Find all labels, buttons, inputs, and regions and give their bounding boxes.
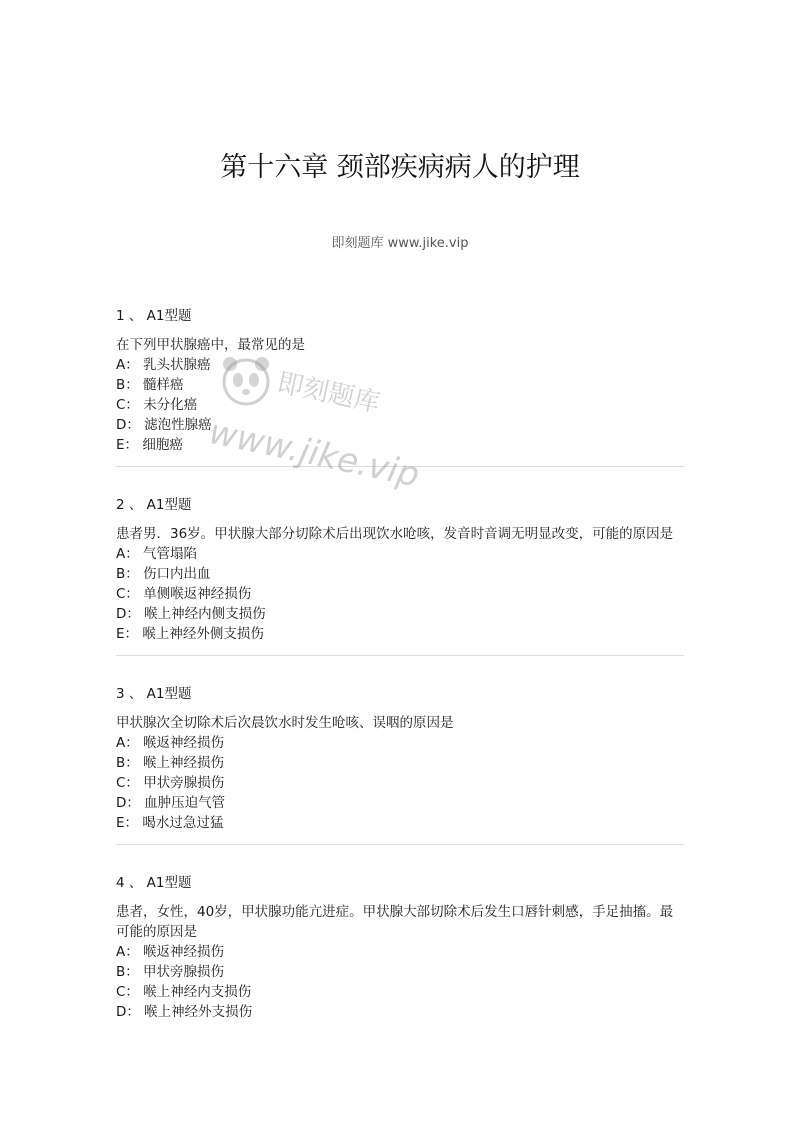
question-header: 3 、 A1型题 — [116, 686, 192, 702]
option-b: B： 髓样癌 — [116, 377, 184, 393]
option-b: B： 伤口内出血 — [116, 566, 211, 582]
page-title: 第十六章 颈部疾病病人的护理 — [220, 152, 580, 183]
option-d: D： 喉上神经内侧支损伤 — [116, 606, 266, 622]
question-header: 2 、 A1型题 — [116, 497, 192, 513]
option-c: C： 甲状旁腺损伤 — [116, 775, 225, 791]
option-a: A： 气管塌陷 — [116, 546, 198, 562]
question-4 — [116, 873, 684, 1022]
divider — [116, 466, 684, 467]
divider — [116, 655, 684, 656]
option-a: A： 喉返神经损伤 — [116, 735, 225, 751]
watermark-text: 即刻题库 — [274, 367, 383, 419]
option-d: D： 血肿压迫气管 — [116, 795, 226, 811]
question-2 — [116, 495, 684, 644]
question-stem: 甲状腺次全切除术后次晨饮水时发生呛咳、误咽的原因是 — [116, 715, 454, 731]
question-header: 4 、 A1型题 — [116, 875, 192, 891]
question-stem: 在下列甲状腺癌中，最常见的是 — [116, 337, 305, 353]
question-header: 1 、 A1型题 — [116, 308, 192, 324]
option-d: D： 喉上神经外支损伤 — [116, 1004, 253, 1020]
page-subtitle: 即刻题库 www.jike.vip — [331, 236, 469, 251]
question-stem: 患者男．36岁。甲状腺大部分切除术后出现饮水呛咳，发音时音调无明显改变，可能的原因是 — [116, 526, 674, 542]
option-c: C： 未分化癌 — [116, 397, 198, 413]
option-e: E： 细胞癌 — [116, 437, 183, 453]
option-b: B： 喉上神经损伤 — [116, 755, 225, 771]
option-d: D： 滤泡性腺癌 — [116, 417, 212, 433]
question-list — [116, 306, 684, 1022]
option-c: C： 喉上神经内支损伤 — [116, 984, 252, 1000]
option-a: A： 喉返神经损伤 — [116, 944, 225, 960]
divider — [116, 844, 684, 845]
question-3 — [116, 684, 684, 833]
question-stem: 患者，女性，40岁，甲状腺功能亢进症。甲状腺大部切除术后发生口唇针刺感，手足抽搐。最可能的原因是 — [116, 904, 674, 940]
option-a: A： 乳头状腺癌 — [116, 357, 211, 373]
watermark-url: www.jike.vip — [205, 412, 423, 496]
option-e: E： 喝水过急过猛 — [116, 815, 224, 831]
option-e: E： 喉上神经外侧支损伤 — [116, 626, 264, 642]
option-c: C： 单侧喉返神经损伤 — [116, 586, 252, 602]
option-b: B： 甲状旁腺损伤 — [116, 964, 225, 980]
question-1 — [116, 306, 684, 455]
